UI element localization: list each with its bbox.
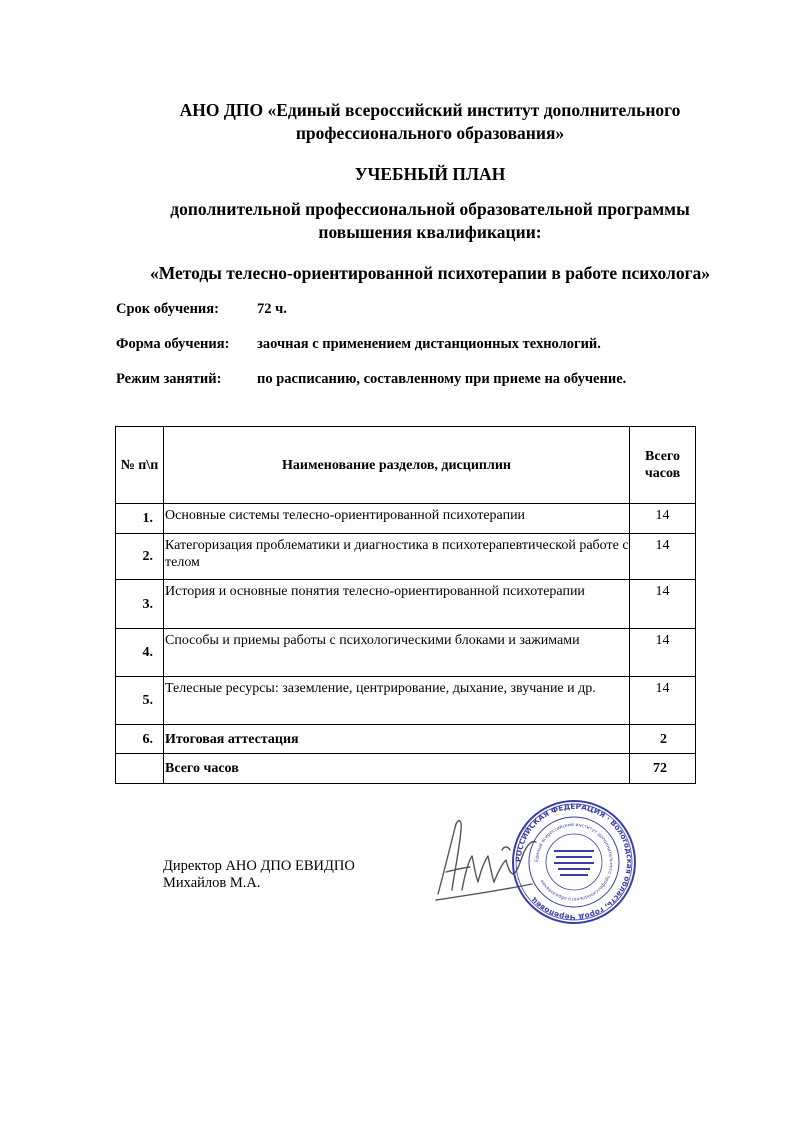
plan-sub-line-2: повышения квалификации: [318, 222, 542, 242]
row-hours: 14 [630, 677, 696, 725]
row-name: Всего часов [164, 754, 630, 784]
row-hours: 72 [630, 754, 696, 784]
meta-schedule [116, 370, 627, 388]
row-num [116, 754, 164, 784]
table-header-row [116, 427, 696, 504]
row-name: Категоризация проблематики и диагностика в психотерапевтической работе с телом [164, 534, 630, 580]
plan-title: УЧЕБНЫЙ ПЛАН [354, 164, 506, 184]
table-row [116, 629, 696, 677]
signatory-title: Директор АНО ДПО ЕВИДПО [163, 858, 355, 874]
org-line-2: профессионального образования» [295, 123, 565, 143]
row-num: 3. [116, 580, 164, 629]
header-name: Наименование разделов, дисциплин [164, 427, 630, 504]
row-num: 5. [116, 677, 164, 725]
table-row [116, 534, 696, 580]
header-hours-line-2: часов [644, 466, 681, 481]
table-row-final [116, 725, 696, 754]
meta-duration-value: 72 ч. [257, 301, 287, 317]
meta-schedule-value: по расписанию, составленному при приеме на обучение. [257, 371, 627, 387]
table-row-total [116, 754, 696, 784]
table-row [116, 504, 696, 534]
row-hours: 14 [630, 534, 696, 580]
plan-subtitle [100, 198, 760, 244]
table-row [116, 580, 696, 629]
row-num: 1. [116, 504, 164, 534]
plan-sub-line-1: дополнительной профессиональной образовательной программы [170, 199, 690, 219]
row-hours: 14 [630, 629, 696, 677]
header-hours [630, 427, 696, 504]
meta-duration [116, 300, 287, 318]
org-line-1: АНО ДПО «Единый всероссийский институт дополнительного [179, 100, 681, 120]
signatory [163, 858, 355, 892]
signatory-name: Михайлов М.А. [163, 875, 261, 891]
row-num: 4. [116, 629, 164, 677]
meta-schedule-label: Режим занятий: [116, 371, 222, 387]
table-row [116, 677, 696, 725]
meta-duration-label: Срок обучения: [116, 301, 219, 317]
row-hours: 2 [630, 725, 696, 754]
curriculum-table [115, 426, 696, 784]
row-name: История и основные понятия телесно-ориентированной психотерапии [164, 580, 630, 629]
meta-form-value: заочная с применением дистанционных технологий. [257, 336, 601, 352]
row-name: Телесные ресурсы: заземление, центрирование, дыхание, звучание и др. [164, 677, 630, 725]
row-name: Способы и приемы работы с психологическими блоками и зажимами [164, 629, 630, 677]
row-num: 6. [116, 725, 164, 754]
row-name: Итоговая аттестация [164, 725, 630, 754]
row-name: Основные системы телесно-ориентированной психотерапии [164, 504, 630, 534]
organization-name [100, 99, 760, 145]
seal-inner-text: Единый всероссийский институт дополнительного профессионального образования [534, 822, 614, 902]
meta-form [116, 335, 601, 353]
header-num: № п\п [116, 427, 164, 504]
meta-form-label: Форма обучения: [116, 336, 230, 352]
program-title: «Методы телесно-ориентированной психотерапии в работе психолога» [149, 263, 711, 283]
row-hours: 14 [630, 504, 696, 534]
row-num: 2. [116, 534, 164, 580]
row-hours: 14 [630, 580, 696, 629]
seal-outer-text: РОССИЙСКАЯ ФЕДЕРАЦИЯ · Вологодская область, город Череповец [513, 801, 635, 923]
official-seal [510, 798, 638, 926]
header-hours-line-1: Всего [645, 449, 680, 464]
